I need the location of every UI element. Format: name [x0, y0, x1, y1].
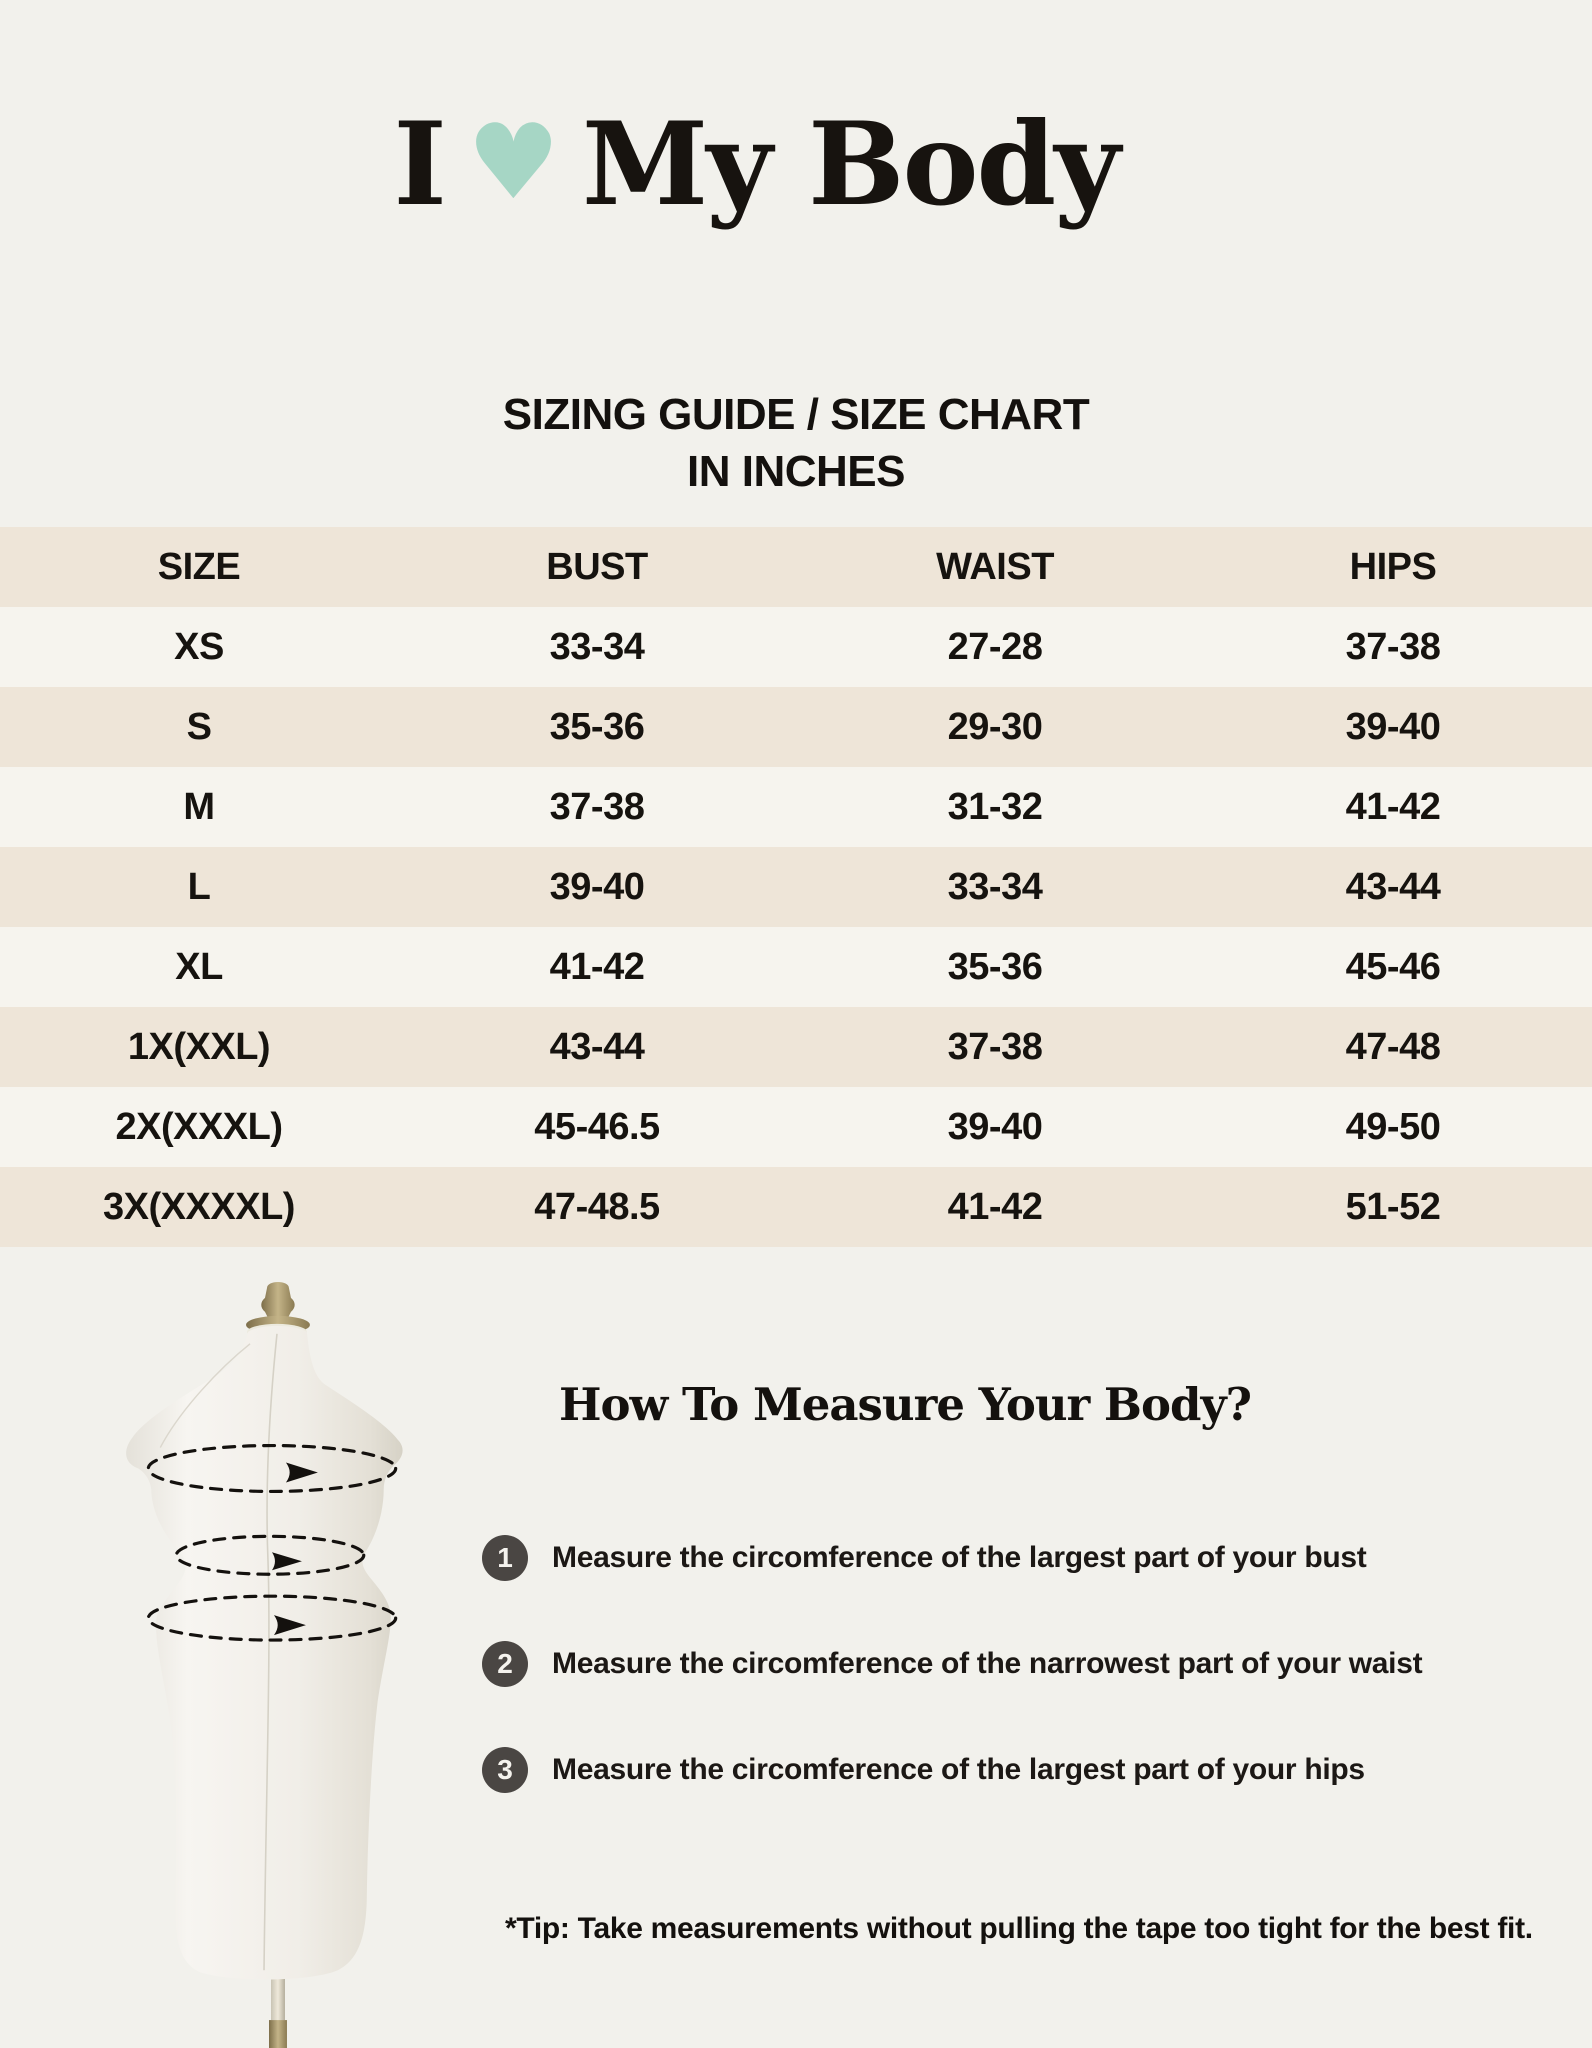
- step-text: Measure the circomference of the largest part of your hips: [552, 1753, 1365, 1786]
- step-number-badge: 2: [482, 1641, 528, 1687]
- cell-bust: 45-46.5: [534, 1105, 660, 1148]
- cell-size: XL: [175, 945, 223, 988]
- cell-hips: 39-40: [1345, 705, 1441, 748]
- cell-size: M: [183, 785, 215, 828]
- step-text: Measure the circomference of the narrowest part of your waist: [552, 1647, 1423, 1680]
- cell-waist: 33-34: [947, 865, 1043, 908]
- column-header-bust: BUST: [546, 545, 648, 588]
- cell-hips: 47-48: [1345, 1025, 1441, 1068]
- step-item-1: [482, 1535, 1422, 1581]
- heart-icon: ♥: [466, 101, 561, 223]
- cell-size: 1X(XXL): [127, 1025, 271, 1068]
- cell-bust: 33-34: [549, 625, 645, 668]
- table-header-row: [0, 527, 1592, 607]
- step-text: Measure the circomference of the largest part of your bust: [552, 1541, 1367, 1574]
- cell-hips: 43-44: [1345, 865, 1441, 908]
- cell-bust: 47-48.5: [534, 1185, 660, 1228]
- cell-waist: 37-38: [947, 1025, 1043, 1068]
- cell-hips: 51-52: [1345, 1185, 1441, 1228]
- step-number-badge: 1: [482, 1535, 528, 1581]
- measure-steps: [482, 1535, 1422, 1853]
- subtitle-line-2: IN INCHES: [687, 447, 905, 496]
- cell-bust: 41-42: [549, 945, 645, 988]
- cell-bust: 39-40: [549, 865, 645, 908]
- cell-waist: 31-32: [947, 785, 1043, 828]
- mannequin-pole-brass: [269, 2020, 287, 2048]
- tip-text: *Tip: Take measurements without pulling the tape too tight for the best fit.: [505, 1912, 1533, 1945]
- cell-bust: 43-44: [549, 1025, 645, 1068]
- column-header-hips: HIPS: [1349, 545, 1437, 588]
- table-row-1x: [0, 1007, 1592, 1087]
- cell-hips: 41-42: [1345, 785, 1441, 828]
- cell-size: 3X(XXXXL): [103, 1185, 295, 1228]
- table-row-m: [0, 767, 1592, 847]
- column-header-waist: WAIST: [936, 545, 1054, 588]
- subtitle: [0, 386, 1592, 500]
- table-row-xs: [0, 607, 1592, 687]
- table-row-3x: [0, 1167, 1592, 1247]
- cell-size: XS: [174, 625, 224, 668]
- cell-hips: 37-38: [1345, 625, 1441, 668]
- table-row-xl: [0, 927, 1592, 1007]
- cell-waist: 27-28: [947, 625, 1043, 668]
- cell-waist: 29-30: [947, 705, 1043, 748]
- step-item-3: [482, 1747, 1422, 1793]
- cell-bust: 37-38: [549, 785, 645, 828]
- cell-hips: 45-46: [1345, 945, 1441, 988]
- step-item-2: [482, 1641, 1422, 1687]
- cell-bust: 35-36: [549, 705, 645, 748]
- step-number-badge: 3: [482, 1747, 528, 1793]
- cell-waist: 41-42: [947, 1185, 1043, 1228]
- cell-size: S: [186, 705, 212, 748]
- table-row-l: [0, 847, 1592, 927]
- table-row-s: [0, 687, 1592, 767]
- cell-size: 2X(XXXL): [115, 1105, 283, 1148]
- title-suffix: My Body: [582, 97, 1119, 231]
- dress-form-mannequin-image: [80, 1272, 460, 2048]
- cell-waist: 35-36: [947, 945, 1043, 988]
- column-header-size: SIZE: [157, 545, 241, 588]
- cell-hips: 49-50: [1345, 1105, 1441, 1148]
- title-prefix: I: [393, 97, 445, 231]
- subtitle-line-1: SIZING GUIDE / SIZE CHART: [502, 390, 1090, 439]
- cell-waist: 39-40: [947, 1105, 1043, 1148]
- table-row-2x: [0, 1087, 1592, 1167]
- torso: [126, 1326, 402, 1980]
- page-title: [0, 96, 1512, 233]
- size-table: [0, 527, 1592, 1247]
- cell-size: L: [187, 865, 211, 908]
- measure-heading: How To Measure Your Body?: [559, 1378, 1251, 1431]
